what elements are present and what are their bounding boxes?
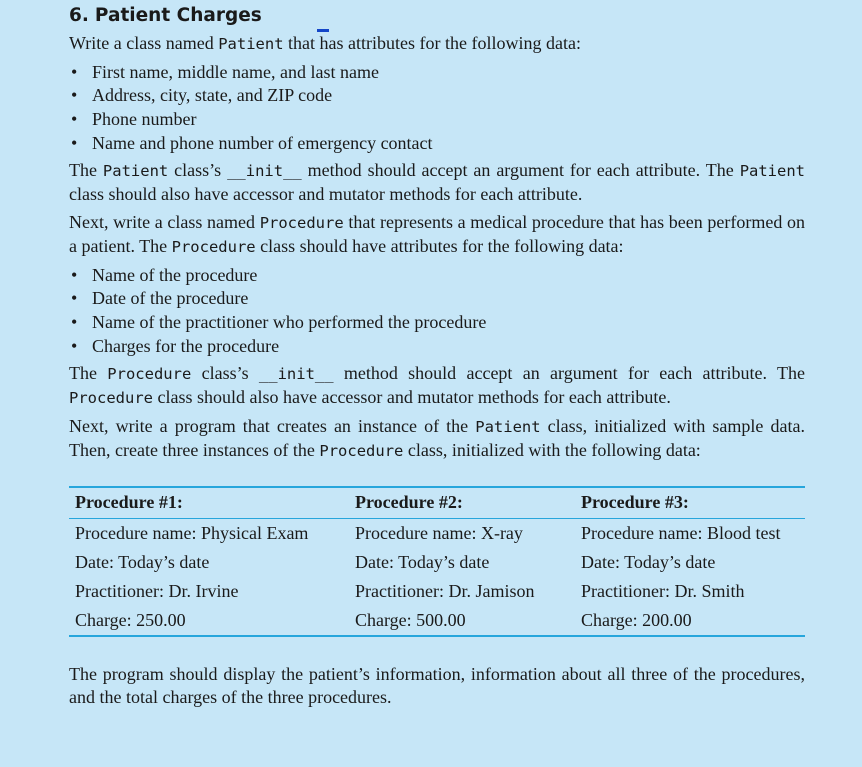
patient-attribute-list [69,61,805,156]
list-item: • First name, middle name, and last name [69,61,805,85]
bullet-icon: • [71,264,78,285]
table-cell: Procedure name: Physical Exam [75,522,309,543]
column-header: Procedure #2: [349,488,575,519]
procedure-intro-paragraph: Next, write a class named Procedure that represents a medical procedure that has been performed on a patient. The Procedure class should have attributes for the following data: [69,211,805,257]
bullet-icon: • [71,109,78,130]
bullet-icon: • [71,288,78,309]
bullet-icon: • [71,336,78,357]
table-cell: Date: Today’s date [581,551,716,572]
patient-init-paragraph: The Patient class’s __init__ method should accept an argument for each attribute. The Patient class should also have accessor and mutator methods for each attribute. [69,159,806,205]
table-cell: Date: Today’s date [75,551,210,572]
table-cell: Date: Today’s date [355,551,490,572]
list-item: • Name of the practitioner who performed the procedure [69,311,805,335]
table-cell: Procedure name: X-ray [355,522,523,543]
column-header: Procedure #1: [69,488,349,519]
table-cell: Charge: 500.00 [355,609,466,630]
list-item: • Phone number [69,108,805,132]
intro-text: Write a class named [69,33,219,53]
exercise-number: 6. [69,5,89,26]
list-item: • Address, city, state, and ZIP code [69,84,805,108]
list-item: • Name of the procedure [69,264,805,288]
exercise-heading [69,4,805,28]
closing-paragraph: The program should display the patient’s information, information about all three of the procedures, and the total charges of the three procedures. [69,663,805,708]
table-cell: Charge: 200.00 [581,609,692,630]
procedure-init-paragraph: The Procedure class’s __init__ method should accept an argument for each attribute. The Procedure class should also have accessor and mutator methods for each attribute. [69,362,806,408]
table-cell: Practitioner: Dr. Smith [581,580,745,601]
text-cursor-mark [317,29,329,32]
list-item: • Charges for the procedure [69,335,805,359]
list-item: • Name and phone number of emergency contact [69,132,805,156]
table-row [69,577,805,606]
table-cell: Procedure name: Blood test [581,522,781,543]
bullet-icon: • [71,132,78,153]
list-item: • Date of the procedure [69,287,805,311]
program-intro-paragraph: Next, write a program that creates an instance of the Patient class, initialized with sample data. Then, create three instances of the Procedure class, initialized with the following data: [69,415,805,461]
table-row [69,548,805,577]
procedure-attribute-list [69,264,805,359]
bullet-icon: • [71,312,78,333]
table-header-row [69,488,805,519]
table-cell: Practitioner: Dr. Jamison [355,580,535,601]
table-row [69,518,805,548]
column-header: Procedure #3: [575,488,805,519]
exercise-page [69,4,805,714]
bullet-icon: • [71,61,78,82]
intro-text-end: that has attributes for the following data: [283,33,581,53]
bullet-icon: • [71,85,78,106]
procedure-table [69,486,805,637]
intro-code: Patient [218,35,284,53]
table-cell: Practitioner: Dr. Irvine [75,580,239,601]
table-cell: Charge: 250.00 [75,609,186,630]
exercise-title: Patient Charges [94,5,262,26]
intro-paragraph [69,32,805,57]
table-row [69,606,805,635]
